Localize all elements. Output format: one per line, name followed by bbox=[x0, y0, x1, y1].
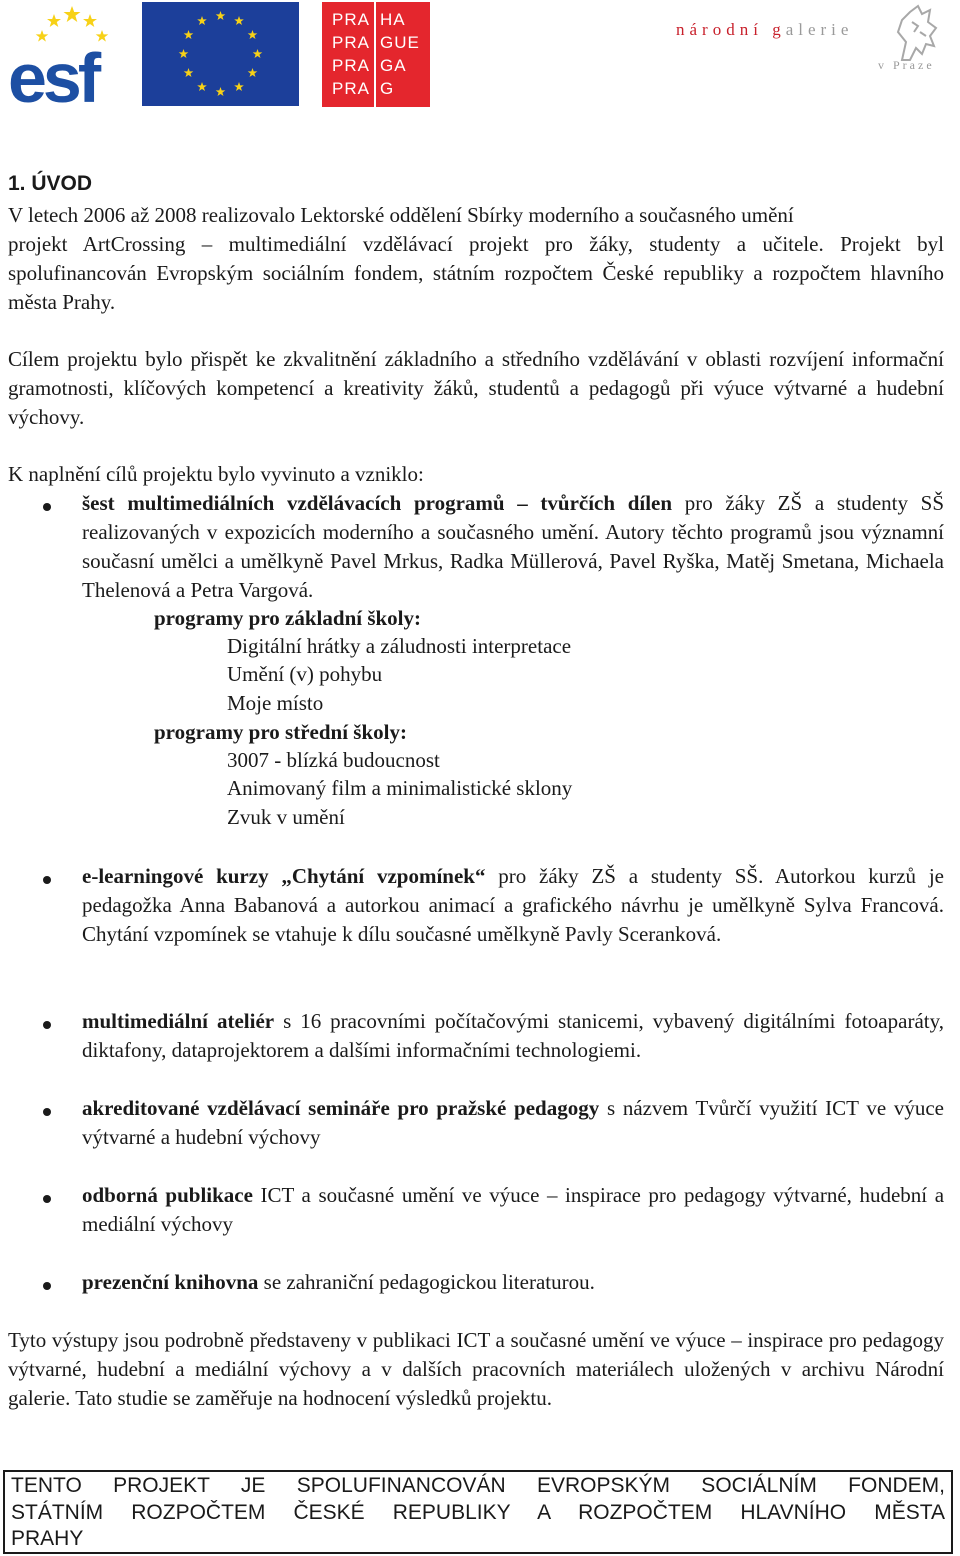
bullet-text: s 16 pracovními počítačovými stanicemi, vybavený digitálními fotoaparáty, diktafony, dataprojektorem a dalšími informačními technologiemi. bbox=[82, 1009, 944, 1062]
bullet-atelier bbox=[82, 1007, 944, 1065]
program-item: Animovaný film a minimalistické sklony bbox=[227, 776, 573, 800]
bullet-bold-text: odborná publikace bbox=[82, 1183, 253, 1207]
goal-paragraph: Cílem projektu bylo přispět ke zkvalitnění základního a středního vzdělávání v oblasti rozvíjení informační gramotnosti, klíčových kompetencí a kreativity žáků, studentů a pedagogů při výuce výtvarné a hudební výchovy. bbox=[8, 347, 944, 429]
bullet-dot bbox=[43, 1021, 51, 1029]
bullet-dot bbox=[43, 503, 51, 511]
ng-logo-part: národní bbox=[676, 20, 773, 39]
intro-paragraph: projekt ArtCrossing – multimediální vzdělávací projekt pro žáky, studenty a učitele. Projekt byl spolufinancován Evropským sociálním fondem, státním rozpočtem České republiky a rozpočtem hlavního města Prahy. bbox=[8, 232, 944, 314]
bullet-library bbox=[82, 1268, 944, 1297]
prague-logo-text: PRA bbox=[332, 10, 370, 29]
bullet-dot bbox=[43, 1195, 51, 1203]
bullet-workshops bbox=[82, 489, 944, 605]
basic-schools-label: programy pro základní školy: bbox=[154, 606, 422, 630]
prague-logo-text: PRA bbox=[332, 56, 370, 75]
closing-paragraph: Tyto výstupy jsou podrobně představeny v publikaci ICT a současné umění ve výuce – inspirace pro pedagogy výtvarné, hudební a mediální výchovy a v dalších pracovních materiálech uložených v archivu Národní galerie. Tato studie se zaměřuje na hodnocení výsledků projektu. bbox=[8, 1328, 944, 1410]
funding-footer-box bbox=[3, 1470, 953, 1554]
prague-logo-text: PRA bbox=[332, 79, 370, 98]
secondary-schools-label: programy pro střední školy: bbox=[154, 720, 407, 744]
prague-logo-right-column bbox=[380, 8, 420, 100]
ng-logo-part: alerie bbox=[785, 20, 854, 39]
prague-logo-left-column bbox=[332, 8, 370, 100]
bullet-bold-text: multimediální ateliér bbox=[82, 1009, 275, 1033]
bullet-dot bbox=[43, 1282, 51, 1290]
prague-logo-text: HA bbox=[380, 10, 406, 29]
bullet-text: pro žáky ZŠ a studenty SŠ realizovaných v expozicích moderního a současného umění. Autory těchto programů jsou významní současní umělci a umělkyně Pavel Mrkus, Radka Müllerová, Pavel Ryška, Matěj Smetana, Michaela Thelenová a Petra Vargová. bbox=[82, 491, 945, 602]
esf-logo bbox=[6, 2, 130, 106]
footer-line: PRAHY bbox=[11, 1527, 84, 1550]
national-gallery-logo-text bbox=[676, 20, 853, 40]
bullet-dot bbox=[43, 876, 51, 884]
intro-paragraph-line1: V letech 2006 až 2008 realizovalo Lektorské oddělení Sbírky moderního a současného umění bbox=[8, 203, 794, 227]
prague-logo-divider bbox=[374, 2, 376, 107]
national-gallery-subtitle: v Praze bbox=[878, 58, 935, 72]
bullet-text: s názvem Tvůrčí využití ICT ve výuce výtvarné a hudební výchovy bbox=[82, 1096, 944, 1149]
eu-flag-logo bbox=[142, 2, 299, 106]
bullet-publication bbox=[82, 1181, 944, 1239]
prague-logo-text: GUE bbox=[380, 33, 420, 52]
bullet-bold-text: e-learningové kurzy „Chytání vzpomínek“ bbox=[82, 864, 486, 888]
ng-logo-part: g bbox=[772, 20, 786, 39]
footer-line: STÁTNÍM ROZPOČTEM ČESKÉ REPUBLIKY A ROZPOČTEM HLAVNÍHO MĚSTA bbox=[11, 1500, 945, 1524]
prague-logo-text: PRA bbox=[332, 33, 370, 52]
bullet-seminars bbox=[82, 1094, 944, 1152]
bullet-text: ICT a současné umění ve výuce – inspirace pro pedagogy výtvarné, hudební a mediální výchovy bbox=[82, 1183, 945, 1236]
bullet-dot bbox=[43, 1108, 51, 1116]
bullet-bold-text: šest multimediálních vzdělávacích programů – tvůrčích dílen bbox=[82, 491, 673, 515]
section-heading: 1. ÚVOD bbox=[8, 172, 93, 195]
bullet-bold-text: akreditované vzdělávací semináře pro pražské pedagogy bbox=[82, 1096, 600, 1120]
program-item: Umění (v) pohybu bbox=[227, 662, 383, 686]
footer-line: TENTO PROJEKT JE SPOLUFINANCOVÁN EVROPSKÝM SOCIÁLNÍM FONDEM, bbox=[11, 1474, 945, 1497]
outcomes-intro: K naplnění cílů projektu bylo vyvinuto a vzniklo: bbox=[8, 462, 424, 486]
prague-logo-text: GA bbox=[380, 56, 407, 75]
program-item: 3007 - blízká budoucnost bbox=[227, 748, 440, 772]
bullet-bold-text: prezenční knihovna bbox=[82, 1270, 259, 1294]
esf-wordmark: esf bbox=[8, 39, 98, 106]
lion-icon bbox=[888, 2, 942, 64]
prague-logo-text: G bbox=[380, 79, 395, 98]
program-item: Digitální hrátky a záludnosti interpretace bbox=[227, 634, 572, 658]
program-item: Zvuk v umění bbox=[227, 805, 345, 829]
bullet-text: pro žáky ZŠ a studenty SŠ. Autorkou kurzů je pedagožka Anna Babanová a autorkou animací a grafického návrhu je umělkyně Sylva Francová. Chytání vzpomínek se vtahuje k dílu současné umělkyně Pavly Sceranková. bbox=[82, 864, 944, 946]
bullet-elearning bbox=[82, 862, 944, 949]
prague-logo bbox=[322, 2, 430, 107]
program-item: Moje místo bbox=[227, 691, 324, 715]
bullet-text: se zahraniční pedagogickou literaturou. bbox=[258, 1270, 595, 1294]
